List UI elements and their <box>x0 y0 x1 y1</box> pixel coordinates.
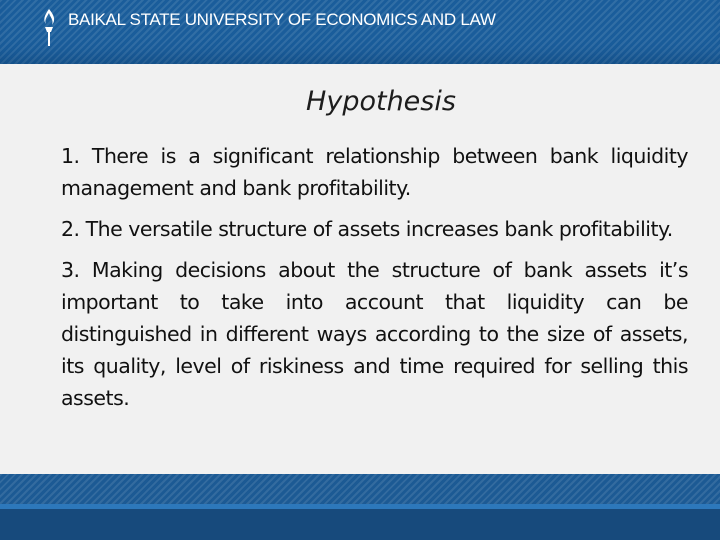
university-name: BAIKAL STATE UNIVERSITY OF ECONOMICS AND LAW <box>68 10 496 29</box>
header-bar <box>0 0 720 64</box>
footer-bar <box>0 474 720 540</box>
slide-title: Hypothesis <box>306 86 456 117</box>
hypothesis-item: 3. Making decisions about the structure of bank assets it’s important to take into account that liquidity can be distinguished in different ways according to the size of assets, its quality, level of riskiness and time required for selling this assets. <box>61 258 688 410</box>
torch-flame-icon <box>38 8 60 48</box>
hypothesis-item: 1. There is a significant relationship between bank liquidity management and bank profitability. <box>61 144 688 200</box>
hypothesis-list <box>61 140 688 423</box>
footer-band <box>0 509 720 540</box>
hypothesis-item: 2. The versatile structure of assets increases bank profitability. <box>61 217 673 241</box>
